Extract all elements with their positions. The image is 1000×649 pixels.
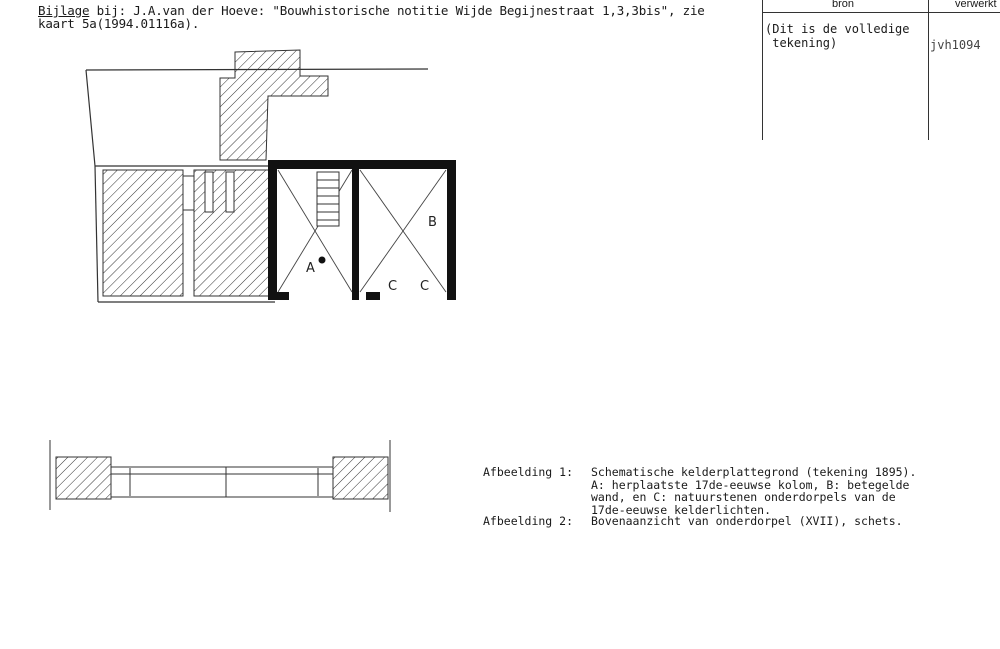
source-note: (Dit is de volledige tekening) xyxy=(765,22,910,50)
column-header-bron: bron xyxy=(832,0,855,10)
caption-label: Afbeelding 2: xyxy=(483,514,574,528)
plan-label-c: C xyxy=(388,279,398,294)
header-reference: bij: J.A.van der Hoeve: "Bouwhistorische notitie Wijde Begijnestraat 1,3,3bis", zie xyxy=(89,3,705,18)
hatched-annex xyxy=(220,50,328,160)
header-bijlage: Bijlage xyxy=(38,3,90,18)
caption-label: Afbeelding 1: xyxy=(483,465,574,479)
sill-sketch xyxy=(50,440,390,512)
processed-code: jvh1094 xyxy=(930,38,981,52)
vault-diagonals xyxy=(278,170,446,292)
column-header-verwerkt: verwerkt xyxy=(955,0,997,10)
stair xyxy=(317,172,339,226)
plan-label-b: B xyxy=(428,215,437,230)
header-line-2: kaart 5a(1994.01116a). xyxy=(38,16,200,31)
plan-label-a: A xyxy=(306,261,315,276)
caption-text: Schematische kelderplattegrond (tekening 1895). A: herplaatste 17de-eeuwse kolom, B: betegelde wand, en C: natuurstenen onderdorpels van de 17de-eeuwse kelderlichten. xyxy=(591,465,917,517)
hatched-walls-left xyxy=(103,170,272,296)
column-marker xyxy=(319,257,326,264)
caption-text: Bovenaanzicht van onderdorpel (XVII), schets. xyxy=(591,514,903,528)
plan-label-c: C xyxy=(420,279,430,294)
